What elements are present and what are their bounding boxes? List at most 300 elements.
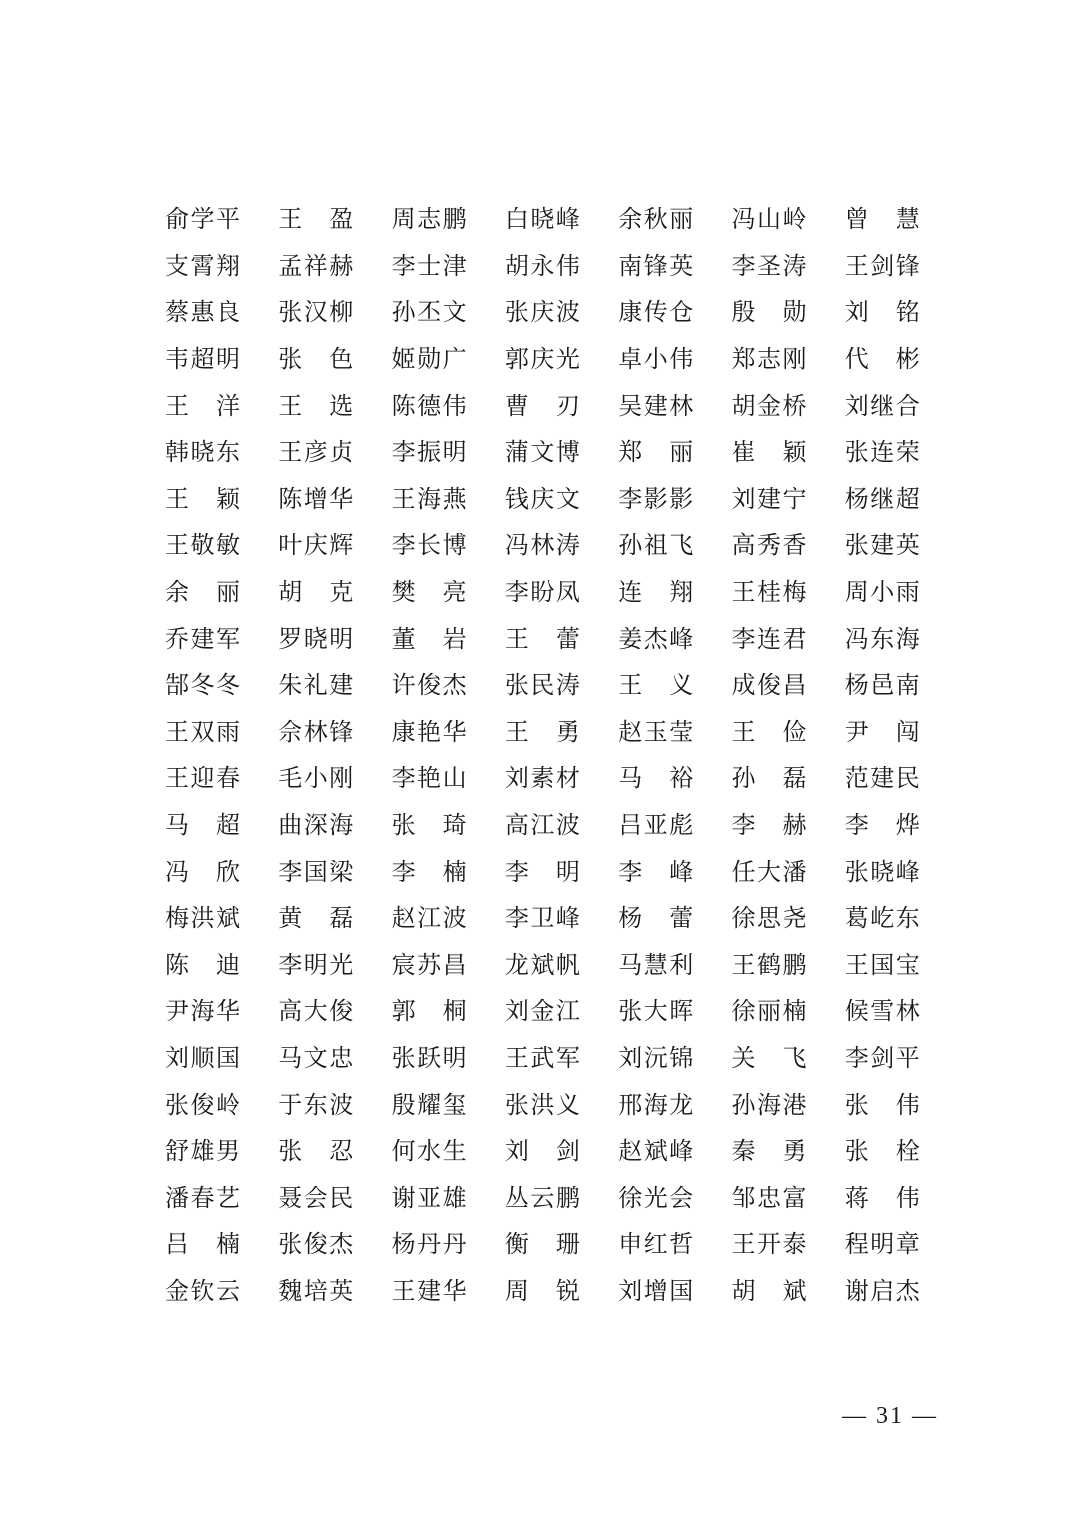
person-name: 梅 洪 斌 <box>165 904 240 933</box>
name-cell <box>165 662 278 708</box>
name-row <box>165 848 935 895</box>
name-cell <box>165 755 278 801</box>
name-cell <box>618 1128 731 1174</box>
person-name: 郭 庆 光 <box>504 345 580 374</box>
name-cell <box>731 429 844 475</box>
name-cell <box>505 336 618 382</box>
name-cell <box>618 569 731 615</box>
person-name: 张 伟 <box>844 1090 920 1119</box>
person-name: 曾 慧 <box>844 205 920 234</box>
person-name: 刘 铭 <box>844 298 920 327</box>
person-name: 张 连 荣 <box>844 438 920 467</box>
name-cell <box>618 336 731 382</box>
person-name: 孙 丕 文 <box>391 298 467 327</box>
person-name: 胡 克 <box>278 578 354 607</box>
name-cell <box>845 196 958 242</box>
person-name: 张 晓 峰 <box>844 857 920 886</box>
person-name: 崔 颖 <box>731 438 807 467</box>
person-name: 衡 珊 <box>504 1230 580 1259</box>
person-name: 邢 海 龙 <box>618 1090 694 1119</box>
person-name: 聂 会 民 <box>278 1183 354 1212</box>
person-name: 刘 金 江 <box>504 997 580 1026</box>
person-name: 李 卫 峰 <box>504 904 580 933</box>
person-name: 蔡 惠 良 <box>165 298 240 327</box>
person-name: 王 俭 <box>731 717 807 746</box>
person-name: 冯 东 海 <box>844 624 920 653</box>
name-cell <box>731 755 844 801</box>
name-cell <box>165 569 278 615</box>
person-name: 胡 斌 <box>731 1276 807 1305</box>
person-name: 支 霄 翔 <box>165 251 240 280</box>
person-name: 许 俊 杰 <box>391 671 467 700</box>
person-name: 孙 祖 飞 <box>618 531 694 560</box>
person-name: 张 忍 <box>278 1137 354 1166</box>
person-name: 王 国 宝 <box>844 950 920 979</box>
person-name: 邹 忠 富 <box>731 1183 807 1212</box>
person-name: 李 剑 平 <box>844 1043 920 1072</box>
person-name: 马 裕 <box>618 764 694 793</box>
name-cell <box>392 709 505 755</box>
person-name: 周 小 雨 <box>844 578 920 607</box>
person-name: 张 汉 柳 <box>278 298 354 327</box>
name-cell <box>731 616 844 662</box>
name-cell <box>845 243 958 289</box>
name-cell <box>731 849 844 895</box>
name-row <box>165 988 935 1035</box>
name-cell <box>278 336 391 382</box>
name-row <box>165 755 935 802</box>
person-name: 王 敬 敏 <box>165 531 240 560</box>
name-cell <box>618 1175 731 1221</box>
name-cell <box>165 383 278 429</box>
person-name: 葛 屹 东 <box>844 904 920 933</box>
name-row <box>165 522 935 569</box>
person-name: 陈 迪 <box>165 950 240 979</box>
name-cell <box>392 662 505 708</box>
name-cell <box>731 336 844 382</box>
person-name: 马 超 <box>165 811 240 840</box>
name-cell <box>165 1035 278 1081</box>
name-cell <box>392 196 505 242</box>
person-name: 王 桂 梅 <box>731 578 807 607</box>
person-name: 李 影 影 <box>618 484 694 513</box>
name-cell <box>278 289 391 335</box>
name-cell <box>392 988 505 1034</box>
name-cell <box>278 755 391 801</box>
name-cell <box>165 336 278 382</box>
person-name: 曲 深 海 <box>278 811 354 840</box>
person-name: 徐 光 会 <box>618 1183 694 1212</box>
name-cell <box>165 1128 278 1174</box>
person-name: 李 连 君 <box>731 624 807 653</box>
person-name: 李 明 <box>504 857 580 886</box>
page-number: — 31 — <box>842 1403 938 1429</box>
person-name: 刘 顺 国 <box>165 1043 240 1072</box>
name-cell <box>731 383 844 429</box>
name-cell <box>845 1128 958 1174</box>
name-cell <box>618 522 731 568</box>
name-cell <box>505 429 618 475</box>
person-name: 王 鹤 鹏 <box>731 950 807 979</box>
person-name: 王 蕾 <box>504 624 580 653</box>
name-cell <box>618 802 731 848</box>
name-cell <box>731 243 844 289</box>
person-name: 南 锋 英 <box>618 251 694 280</box>
name-cell <box>392 1082 505 1128</box>
name-cell <box>165 942 278 988</box>
name-cell <box>392 1035 505 1081</box>
name-cell <box>845 755 958 801</box>
person-name: 孙 海 港 <box>731 1090 807 1119</box>
name-cell <box>845 709 958 755</box>
name-cell <box>845 476 958 522</box>
person-name: 高 江 波 <box>504 811 580 840</box>
name-cell <box>618 616 731 662</box>
name-cell <box>392 895 505 941</box>
person-name: 徐 丽 楠 <box>731 997 807 1026</box>
person-name: 尹 闯 <box>844 717 920 746</box>
person-name: 郭 桐 <box>391 997 467 1026</box>
person-name: 蒋 伟 <box>844 1183 920 1212</box>
name-cell <box>392 383 505 429</box>
person-name: 杨 丹 丹 <box>391 1230 467 1259</box>
name-cell <box>845 895 958 941</box>
person-name: 刘 继 合 <box>844 391 920 420</box>
name-cell <box>165 476 278 522</box>
person-name: 代 彬 <box>844 345 920 374</box>
person-name: 姬 勋 广 <box>391 345 467 374</box>
person-name: 王 开 泰 <box>731 1230 807 1259</box>
name-cell <box>505 1221 618 1267</box>
person-name: 蒲 文 博 <box>504 438 580 467</box>
person-name: 孟 祥 赫 <box>278 251 354 280</box>
name-cell <box>165 802 278 848</box>
name-row <box>165 336 935 383</box>
person-name: 郜 冬 冬 <box>165 671 240 700</box>
name-cell <box>165 1082 278 1128</box>
name-cell <box>165 522 278 568</box>
name-cell <box>278 1128 391 1174</box>
person-name: 冯 欣 <box>165 857 240 886</box>
person-name: 成 俊 昌 <box>731 671 807 700</box>
person-name: 杨 蕾 <box>618 904 694 933</box>
name-cell <box>278 476 391 522</box>
person-name: 朱 礼 建 <box>278 671 354 700</box>
name-cell <box>618 243 731 289</box>
name-cell <box>278 1082 391 1128</box>
name-cell <box>165 196 278 242</box>
person-name: 王 建 华 <box>391 1276 467 1305</box>
name-cell <box>618 895 731 941</box>
name-cell <box>618 476 731 522</box>
name-row <box>165 1174 935 1221</box>
name-cell <box>165 1175 278 1221</box>
name-cell <box>505 522 618 568</box>
person-name: 李 士 津 <box>391 251 467 280</box>
person-name: 李 艳 山 <box>391 764 467 793</box>
person-name: 胡 金 桥 <box>731 391 807 420</box>
name-row <box>165 429 935 476</box>
name-cell <box>392 1268 505 1314</box>
person-name: 陈 德 伟 <box>391 391 467 420</box>
name-cell <box>505 196 618 242</box>
name-cell <box>845 1082 958 1128</box>
person-name: 王 义 <box>618 671 694 700</box>
name-cell <box>845 1268 958 1314</box>
name-cell <box>165 849 278 895</box>
person-name: 王 颖 <box>165 484 240 513</box>
person-name: 余 丽 <box>165 578 240 607</box>
name-cell <box>505 942 618 988</box>
name-cell <box>505 662 618 708</box>
person-name: 吕 亚 彪 <box>618 811 694 840</box>
person-name: 马 慧 利 <box>618 950 694 979</box>
name-cell <box>505 1035 618 1081</box>
name-cell <box>392 1128 505 1174</box>
person-name: 康 艳 华 <box>391 717 467 746</box>
person-name: 马 文 忠 <box>278 1043 354 1072</box>
name-cell <box>845 289 958 335</box>
person-name: 毛 小 刚 <box>278 764 354 793</box>
name-cell <box>392 569 505 615</box>
name-cell <box>845 849 958 895</box>
person-name: 郑 志 刚 <box>731 345 807 374</box>
person-name: 赵 斌 峰 <box>618 1137 694 1166</box>
name-row <box>165 196 935 243</box>
name-row <box>165 569 935 616</box>
name-cell <box>731 895 844 941</box>
name-cell <box>731 1268 844 1314</box>
person-name: 俞 学 平 <box>165 205 240 234</box>
name-cell <box>392 1221 505 1267</box>
name-cell <box>731 1221 844 1267</box>
name-cell <box>845 383 958 429</box>
name-cell <box>731 289 844 335</box>
name-cell <box>278 196 391 242</box>
person-name: 何 水 生 <box>391 1137 467 1166</box>
person-name: 张 俊 岭 <box>165 1090 240 1119</box>
person-name: 张 色 <box>278 345 354 374</box>
name-cell <box>731 1082 844 1128</box>
person-name: 张 栓 <box>844 1137 920 1166</box>
name-cell <box>731 1035 844 1081</box>
person-name: 程 明 章 <box>844 1230 920 1259</box>
name-cell <box>392 942 505 988</box>
name-cell <box>505 895 618 941</box>
name-cell <box>618 1035 731 1081</box>
name-cell <box>618 849 731 895</box>
name-cell <box>618 755 731 801</box>
person-name: 张 跃 明 <box>391 1043 467 1072</box>
person-name: 罗 晓 明 <box>278 624 354 653</box>
person-name: 刘 素 材 <box>504 764 580 793</box>
person-name: 孙 磊 <box>731 764 807 793</box>
name-cell <box>278 569 391 615</box>
name-row <box>165 1128 935 1175</box>
name-cell <box>618 662 731 708</box>
name-cell <box>618 709 731 755</box>
person-name: 范 建 民 <box>844 764 920 793</box>
name-cell <box>845 1035 958 1081</box>
person-name: 乔 建 军 <box>165 624 240 653</box>
name-cell <box>165 1221 278 1267</box>
person-name: 尹 海 华 <box>165 997 240 1026</box>
name-row <box>165 1035 935 1082</box>
person-name: 叶 庆 辉 <box>278 531 354 560</box>
person-name: 韦 超 明 <box>165 345 240 374</box>
name-cell <box>505 988 618 1034</box>
name-cell <box>392 755 505 801</box>
name-row <box>165 802 935 849</box>
name-cell <box>618 383 731 429</box>
name-cell <box>731 942 844 988</box>
name-cell <box>731 802 844 848</box>
name-cell <box>278 1268 391 1314</box>
person-name: 高 大 俊 <box>278 997 354 1026</box>
person-name: 樊 亮 <box>391 578 467 607</box>
name-cell <box>278 895 391 941</box>
name-cell <box>618 1082 731 1128</box>
name-row <box>165 615 935 662</box>
name-cell <box>845 616 958 662</box>
name-cell <box>392 289 505 335</box>
name-cell <box>392 429 505 475</box>
person-name: 殷 耀 玺 <box>391 1090 467 1119</box>
name-cell <box>392 1175 505 1221</box>
name-cell <box>505 849 618 895</box>
name-cell <box>845 988 958 1034</box>
person-name: 高 秀 香 <box>731 531 807 560</box>
name-cell <box>278 616 391 662</box>
person-name: 张 民 涛 <box>504 671 580 700</box>
name-cell <box>731 1175 844 1221</box>
person-name: 王 洋 <box>165 391 240 420</box>
name-cell <box>845 336 958 382</box>
person-name: 李 圣 涛 <box>731 251 807 280</box>
name-cell <box>392 336 505 382</box>
name-cell <box>618 988 731 1034</box>
person-name: 黄 磊 <box>278 904 354 933</box>
name-cell <box>278 709 391 755</box>
name-cell <box>392 476 505 522</box>
person-name: 钱 庆 文 <box>504 484 580 513</box>
person-name: 李 楠 <box>391 857 467 886</box>
name-cell <box>505 289 618 335</box>
name-cell <box>845 569 958 615</box>
name-cell <box>165 1268 278 1314</box>
name-cell <box>278 1035 391 1081</box>
name-list-grid <box>165 196 935 1314</box>
person-name: 吕 楠 <box>165 1230 240 1259</box>
person-name: 王 双 雨 <box>165 717 240 746</box>
name-cell <box>505 616 618 662</box>
name-cell <box>505 802 618 848</box>
name-cell <box>505 1128 618 1174</box>
person-name: 刘 沅 锦 <box>618 1043 694 1072</box>
name-cell <box>165 616 278 662</box>
name-cell <box>845 429 958 475</box>
name-cell <box>505 755 618 801</box>
name-cell <box>731 569 844 615</box>
name-cell <box>845 942 958 988</box>
name-row <box>165 662 935 709</box>
name-cell <box>505 569 618 615</box>
person-name: 韩 晓 东 <box>165 438 240 467</box>
person-name: 王 选 <box>278 391 354 420</box>
name-cell <box>278 1221 391 1267</box>
person-name: 殷 勋 <box>731 298 807 327</box>
person-name: 张 俊 杰 <box>278 1230 354 1259</box>
person-name: 李 长 博 <box>391 531 467 560</box>
person-name: 白 晓 峰 <box>504 205 580 234</box>
name-cell <box>845 802 958 848</box>
name-cell <box>505 1175 618 1221</box>
person-name: 王 剑 锋 <box>844 251 920 280</box>
name-row <box>165 895 935 942</box>
person-name: 杨 继 超 <box>844 484 920 513</box>
name-cell <box>392 616 505 662</box>
person-name: 王 彦 贞 <box>278 438 354 467</box>
name-cell <box>278 802 391 848</box>
name-cell <box>731 196 844 242</box>
name-row <box>165 243 935 290</box>
name-cell <box>618 1268 731 1314</box>
name-cell <box>731 709 844 755</box>
person-name: 陈 增 华 <box>278 484 354 513</box>
name-cell <box>505 709 618 755</box>
person-name: 赵 江 波 <box>391 904 467 933</box>
name-cell <box>845 1175 958 1221</box>
name-row <box>165 942 935 989</box>
person-name: 关 飞 <box>731 1043 807 1072</box>
person-name: 王 盈 <box>278 205 354 234</box>
person-name: 于 东 波 <box>278 1090 354 1119</box>
person-name: 余 秋 丽 <box>618 205 694 234</box>
name-cell <box>731 988 844 1034</box>
person-name: 王 武 军 <box>504 1043 580 1072</box>
name-row <box>165 289 935 336</box>
name-row <box>165 1081 935 1128</box>
person-name: 周 志 鹏 <box>391 205 467 234</box>
name-cell <box>278 243 391 289</box>
person-name: 刘 增 国 <box>618 1276 694 1305</box>
name-cell <box>392 849 505 895</box>
name-cell <box>278 383 391 429</box>
person-name: 康 传 仓 <box>618 298 694 327</box>
name-cell <box>505 1082 618 1128</box>
person-name: 龙 斌 帆 <box>504 950 580 979</box>
person-name: 杨 邑 南 <box>844 671 920 700</box>
name-cell <box>505 243 618 289</box>
person-name: 曹 刃 <box>504 391 580 420</box>
person-name: 姜 杰 峰 <box>618 624 694 653</box>
name-cell <box>165 988 278 1034</box>
name-row <box>165 382 935 429</box>
name-cell <box>845 522 958 568</box>
name-cell <box>165 709 278 755</box>
name-cell <box>618 196 731 242</box>
person-name: 李 明 光 <box>278 950 354 979</box>
name-cell <box>165 243 278 289</box>
name-cell <box>505 383 618 429</box>
person-name: 谢 亚 雄 <box>391 1183 467 1212</box>
person-name: 舒 雄 男 <box>165 1137 240 1166</box>
person-name: 张 琦 <box>391 811 467 840</box>
person-name: 徐 思 尧 <box>731 904 807 933</box>
person-name: 李 峰 <box>618 857 694 886</box>
name-cell <box>278 1175 391 1221</box>
person-name: 胡 永 伟 <box>504 251 580 280</box>
